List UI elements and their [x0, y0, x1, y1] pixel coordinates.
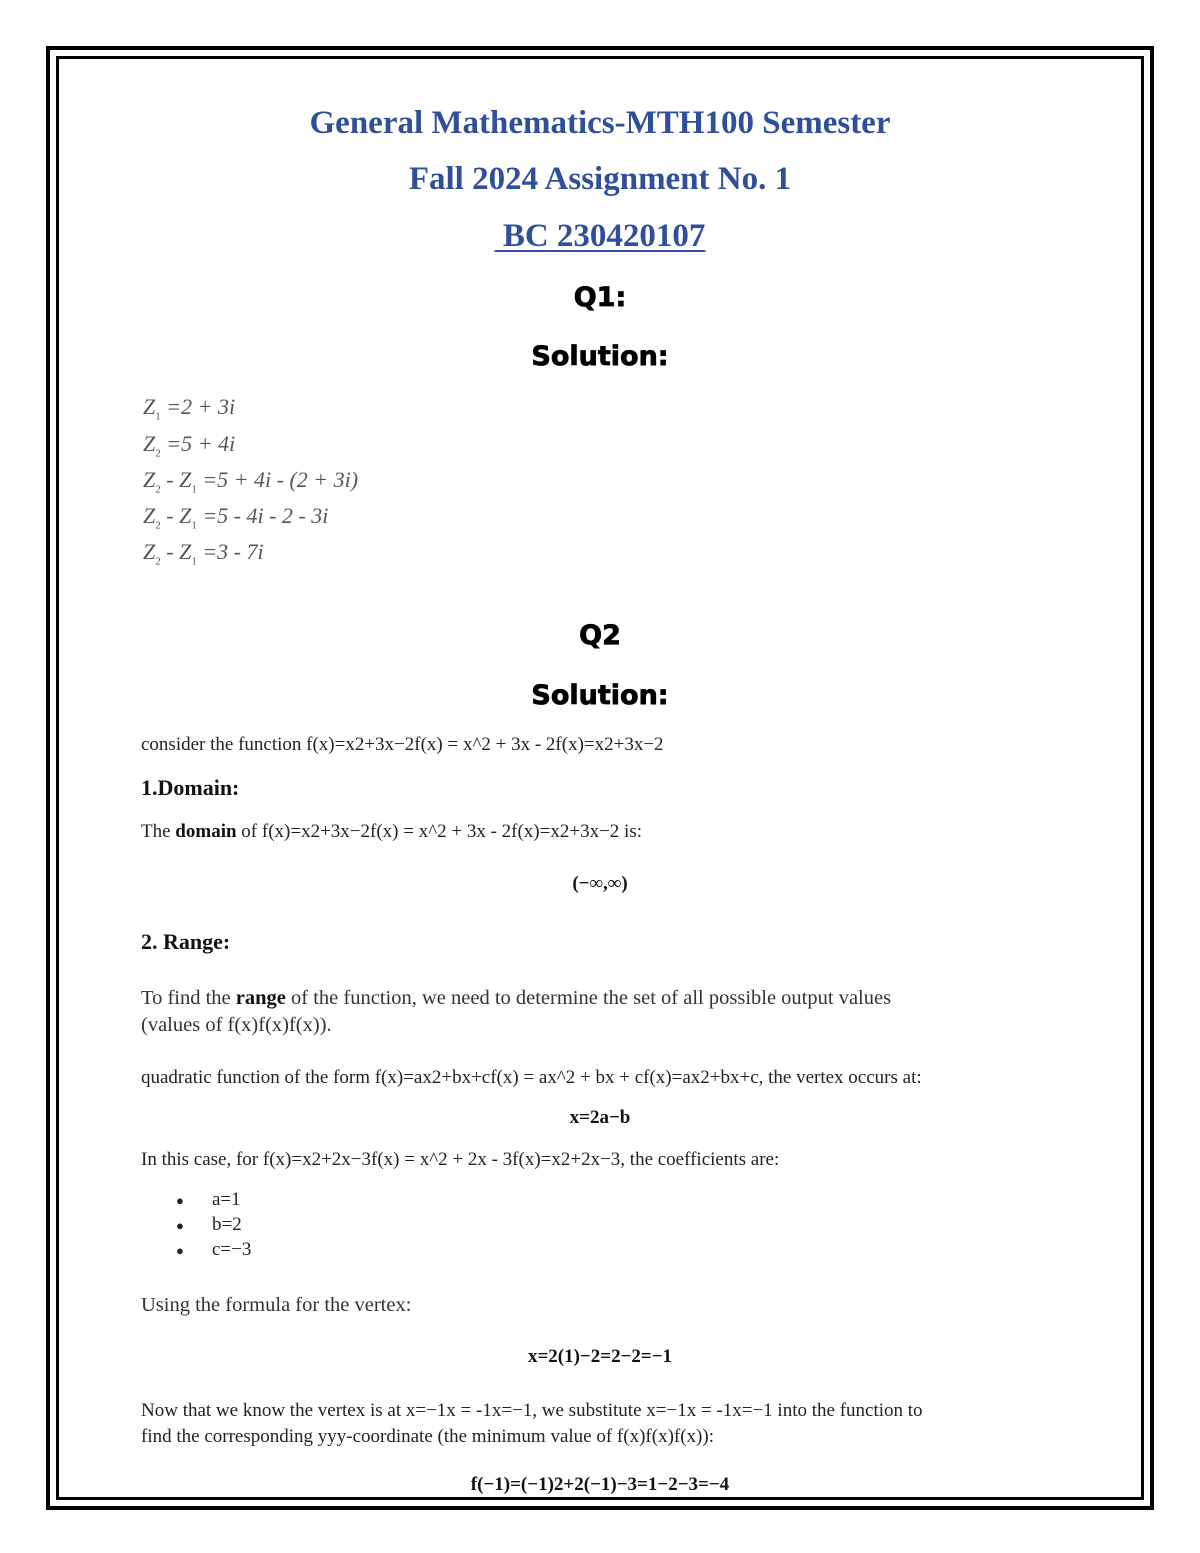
vertex-calculation: x=2(1)−2=2−2=−1	[527, 1346, 673, 1367]
q1-equation-4: $Z_2 - Z_1 =5 - 4i - 2 - 3i$	[143, 503, 329, 532]
range-intro-line2: (values of f(x)f(x)f(x)).	[141, 1014, 332, 1036]
q1-equation-2: $Z_2 =5 + 4i$	[143, 431, 236, 460]
case-text: In this case, for f(x)=x2+2x−3f(x) = x^2 + 2x - 3f(x)=x2+2x−3, the coefficients are:	[141, 1149, 780, 1170]
domain-result: (−∞,∞)	[572, 873, 628, 894]
using-formula-text: Using the formula for the vertex:	[141, 1294, 412, 1316]
q2-intro-text: consider the function f(x)=x2+3x−2f(x) = x^2 + 3x - 2f(x)=x2+3x−2	[141, 734, 664, 755]
header-title-line1: General Mathematics-MTH100 Semester	[309, 105, 891, 141]
q1-equation-5: $Z_2 - Z_1 =3 - 7i$	[143, 539, 264, 568]
q1-equation-3: $Z_2 - Z_1 =5 + 4i - (2 + 3i)$	[143, 467, 359, 496]
q1-solution-heading: Solution:	[531, 341, 669, 372]
header-student-id: BC 230420107	[494, 218, 706, 254]
vertex-formula: x=2a−b	[569, 1107, 631, 1128]
final-calculation: f(−1)=(−1)2+2(−1)−3=1−2−3=−4	[470, 1474, 730, 1495]
quadratic-text: quadratic function of the form f(x)=ax2+bx+cf(x) = ax^2 + bx + cf(x)=ax2+bx+c, the vertex occurs at:	[141, 1067, 922, 1088]
range-heading: 2. Range:	[141, 929, 231, 954]
q1-heading: Q1:	[573, 282, 627, 313]
substitute-text-line2: find the corresponding yyy-coordinate (the minimum value of f(x)f(x)f(x)):	[141, 1426, 714, 1447]
header-title-line2: Fall 2024 Assignment No. 1	[408, 161, 792, 197]
q1-equation-1: $Z_1 =2 + 3i$	[143, 394, 236, 423]
coefficient-c: ● c=−3	[176, 1239, 251, 1261]
substitute-text-line1: Now that we know the vertex is at x=−1x = -1x=−1, we substitute x=−1x = -1x=−1 into the function to	[141, 1400, 923, 1421]
range-intro-line1: To find the range of the function, we need to determine the set of all possible output values	[141, 987, 892, 1009]
q2-heading: Q2	[579, 620, 621, 651]
q2-solution-heading: Solution:	[531, 680, 669, 711]
domain-text: The domain of f(x)=x2+3x−2f(x) = x^2 + 3x - 2f(x)=x2+3x−2 is:	[141, 821, 642, 842]
coefficient-a: ● a=1	[176, 1189, 241, 1211]
coefficient-b: ● b=2	[176, 1214, 242, 1236]
domain-heading: 1.Domain:	[141, 775, 240, 800]
